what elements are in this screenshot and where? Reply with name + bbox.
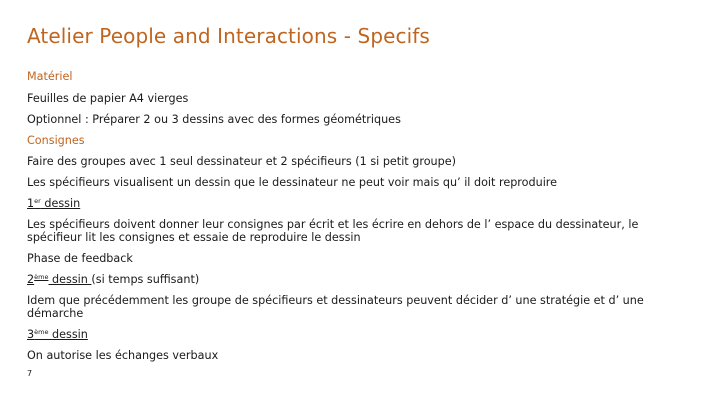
dessin-1-label: dessin [40, 197, 81, 210]
slide-title: Atelier People and Interactions - Specifs [27, 24, 430, 48]
page-number: 7 [27, 369, 33, 378]
dessin-1-text: Les spécifieurs doivent donner leur consignes par écrit et les écrire en dehors de l’ espace du dessinateur, le spécifieur lit les consignes et essaie de reproduire le dessin [27, 218, 639, 244]
consignes-heading: Consignes [27, 134, 85, 147]
materiel-line-1: Feuilles de papier A4 vierges [27, 92, 189, 105]
materiel-line-2: Optionnel : Préparer 2 ou 3 dessins avec des formes géométriques [27, 113, 401, 126]
dessin-3-ordinal: ème [34, 328, 49, 336]
dessin-1-ordinal: er [34, 197, 41, 205]
materiel-heading: Matériel [27, 70, 73, 83]
dessin-2-label: dessin [48, 273, 92, 286]
dessin-3-label: dessin [48, 328, 88, 341]
dessin-2-suffix: (si temps suffisant) [91, 273, 200, 286]
dessin-1-heading [27, 197, 80, 210]
consignes-line-2: Les spécifieurs visualisent un dessin que le dessinateur ne peut voir mais qu’ il doit reproduire [27, 176, 558, 189]
dessin-1-number: 1 [27, 197, 35, 210]
dessin-2-heading [27, 273, 199, 286]
dessin-2-ordinal: ème [34, 273, 49, 281]
dessin-2-number: 2 [27, 273, 35, 286]
dessin-2-text: Idem que précédemment les groupe de spécifieurs et dessinateurs peuvent décider d’ une stratégie et d’ une démarche [27, 294, 644, 320]
feedback-phase: Phase de feedback [27, 252, 133, 265]
dessin-3-text: On autorise les échanges verbaux [27, 349, 219, 362]
consignes-line-1: Faire des groupes avec 1 seul dessinateur et 2 spécifieurs (1 si petit groupe) [27, 155, 456, 168]
dessin-3-number: 3 [27, 328, 35, 341]
dessin-3-heading [27, 328, 88, 341]
